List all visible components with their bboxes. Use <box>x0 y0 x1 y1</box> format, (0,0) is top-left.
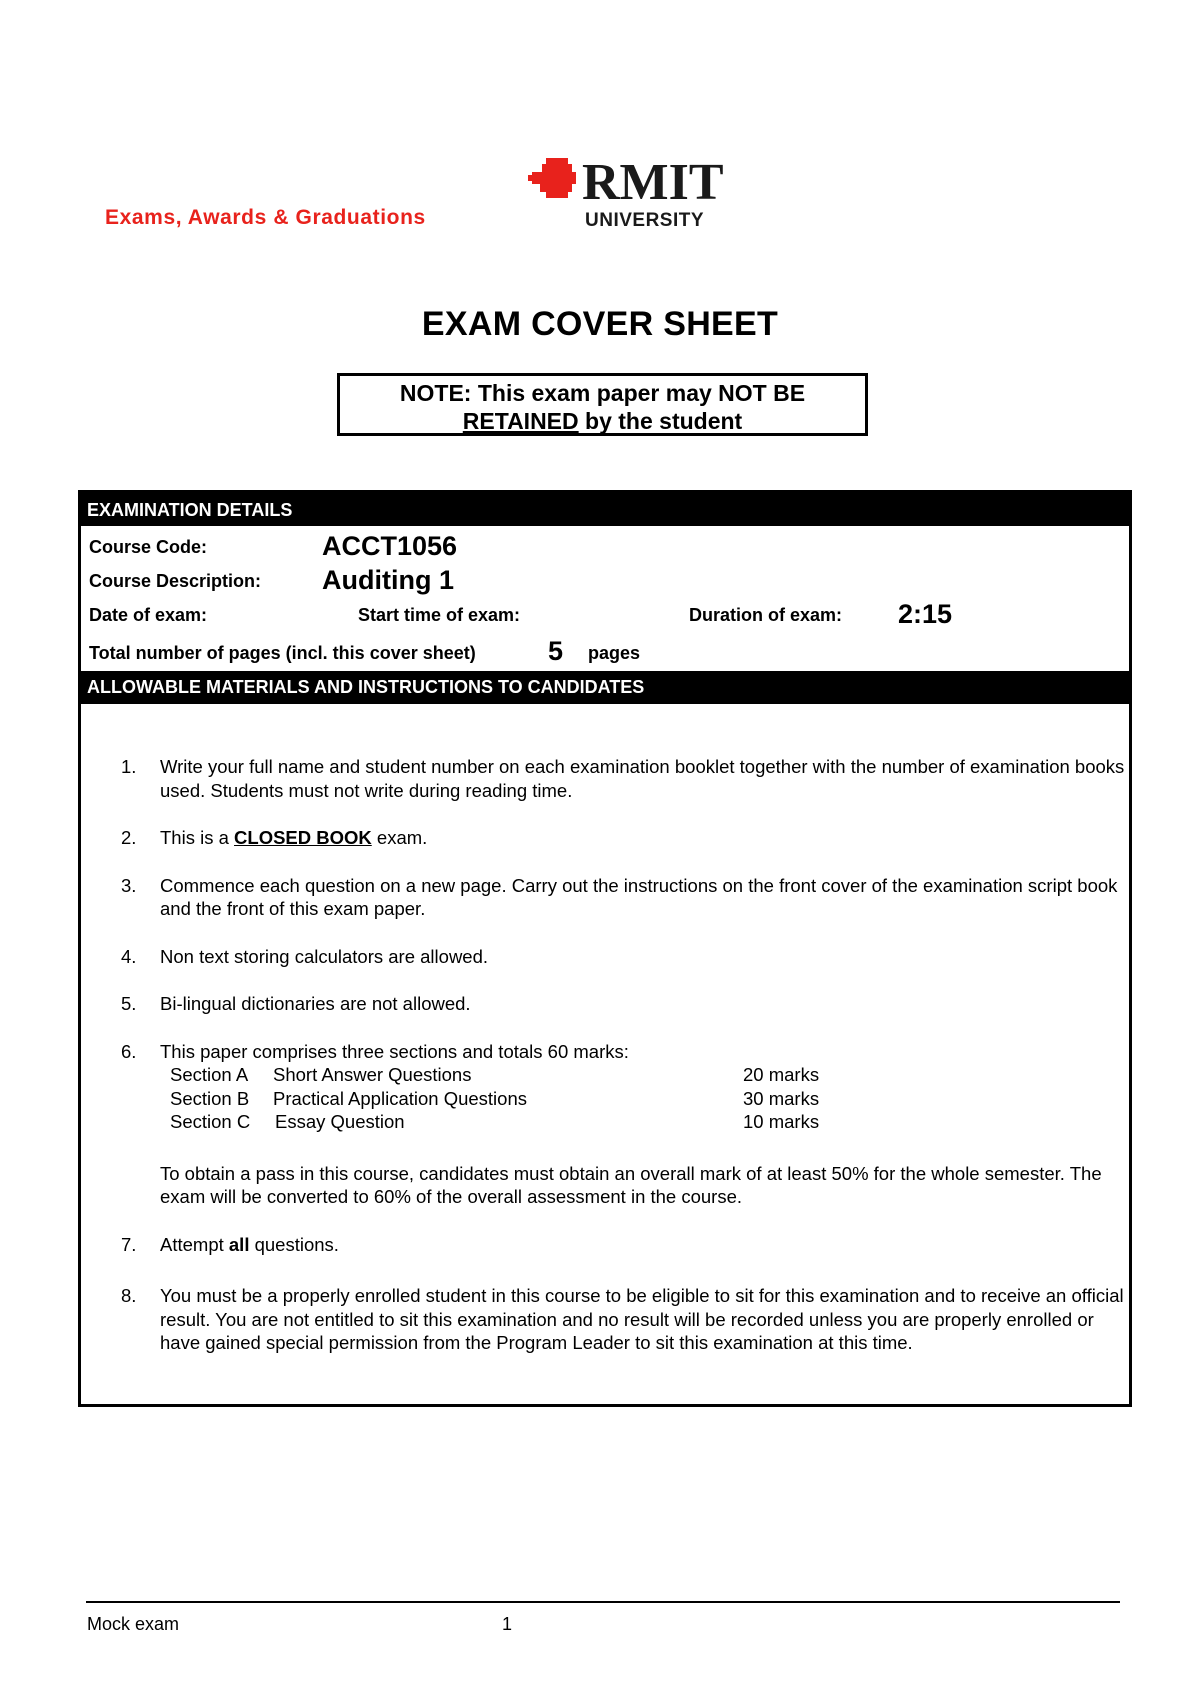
section-name: Essay Question <box>275 1111 405 1132</box>
item-text: Attempt <box>160 1233 229 1255</box>
list-item <box>81 1233 1126 1257</box>
section-row <box>160 1110 1126 1134</box>
item-number: 6. <box>121 1040 137 1062</box>
item-number: 1. <box>121 756 137 777</box>
item-number: 3. <box>121 874 137 896</box>
course-description-value: Auditing 1 <box>322 565 454 595</box>
date-of-exam-label: Date of exam: <box>89 605 208 625</box>
item-number: 5. <box>121 993 137 1014</box>
section-id: Section B <box>170 1087 250 1109</box>
item-text: questions. <box>249 1233 339 1255</box>
item-text: Non text storing calculators are allowed. <box>160 945 489 967</box>
retention-note <box>337 373 868 436</box>
list-item <box>81 945 1126 969</box>
item-text: Bi-lingual dictionaries are not allowed. <box>160 993 471 1014</box>
list-item <box>81 1040 1126 1209</box>
list-item <box>81 992 1126 1016</box>
list-item <box>81 1284 1126 1355</box>
department-name: Exams, Awards & Graduations <box>105 206 426 229</box>
section-row <box>160 1087 1126 1111</box>
footer-label: Mock exam <box>87 1614 180 1634</box>
section-id: Section A <box>170 1064 249 1085</box>
note-line-2-rest: by the student <box>578 408 743 434</box>
section-marks: 20 marks <box>743 1064 820 1085</box>
exam-details-box <box>78 490 1132 1407</box>
page-title: EXAM COVER SHEET <box>421 305 779 343</box>
total-pages-unit: pages <box>588 643 641 663</box>
item-text: Commence each question on a new page. Carry out the instructions on the front cover of the examination script book and the front of this exam paper. <box>160 874 1118 919</box>
course-code-label: Course Code: <box>89 537 208 557</box>
section-marks: 30 marks <box>743 1087 820 1109</box>
note-underlined-word: RETAINED <box>462 408 579 434</box>
item-text: This paper comprises three sections and totals 60 marks: <box>160 1040 629 1062</box>
section-name: Practical Application Questions <box>273 1087 527 1109</box>
list-item <box>81 874 1126 921</box>
item-text: exam. <box>371 827 428 848</box>
item-number: 2. <box>121 827 137 848</box>
instructions-list <box>81 755 1126 1355</box>
item-number: 8. <box>121 1285 137 1306</box>
rmit-pixel-mark-icon <box>528 158 576 198</box>
duration-label: Duration of exam: <box>689 605 843 625</box>
logo-word: RMIT <box>582 155 724 211</box>
note-line-2 <box>340 407 865 435</box>
note-line-1: NOTE: This exam paper may NOT BE <box>399 380 806 406</box>
total-pages-label: Total number of pages (incl. this cover sheet) <box>89 643 476 663</box>
course-code-value: ACCT1056 <box>322 531 458 561</box>
logo-subword: UNIVERSITY <box>585 210 705 231</box>
item-number: 7. <box>121 1233 137 1255</box>
page-number: 1 <box>502 1614 513 1634</box>
examination-details-heading: EXAMINATION DETAILS <box>81 493 1129 526</box>
rmit-logo <box>528 155 733 235</box>
total-pages-value: 5 <box>548 636 564 666</box>
list-item <box>81 755 1126 802</box>
item-text: You must be a properly enrolled student in this course to be eligible to sit for this examination and to receive an official result. You are not entitled to sit this examination and no result will be recorded unless you are properly enrolled or have gained special permission from the Program Leader to sit this examination at this time. <box>160 1285 1124 1353</box>
section-marks: 10 marks <box>743 1111 820 1132</box>
course-description-label: Course Description: <box>89 571 262 591</box>
list-item <box>81 826 1126 850</box>
pass-requirement-note: To obtain a pass in this course, candidates must obtain an overall mark of at least 50% for the whole semester. The exam will be converted to 60% of the overall assessment in the course. <box>160 1162 1102 1207</box>
duration-value: 2:15 <box>898 599 953 629</box>
section-name: Short Answer Questions <box>273 1064 472 1085</box>
item-text: Write your full name and student number on each examination booklet together with the number of examination books used. Students must not write during reading time. <box>160 756 1125 801</box>
item-text: This is a <box>160 827 235 848</box>
start-time-label: Start time of exam: <box>358 605 521 625</box>
all-emphasis: all <box>228 1233 250 1255</box>
closed-book-emphasis: CLOSED BOOK <box>234 827 372 848</box>
item-number: 4. <box>121 945 137 967</box>
section-id: Section C <box>170 1111 251 1132</box>
footer-divider <box>86 1601 1120 1603</box>
section-row <box>160 1063 1126 1087</box>
instructions-heading: ALLOWABLE MATERIALS AND INSTRUCTIONS TO CANDIDATES <box>81 671 1129 704</box>
